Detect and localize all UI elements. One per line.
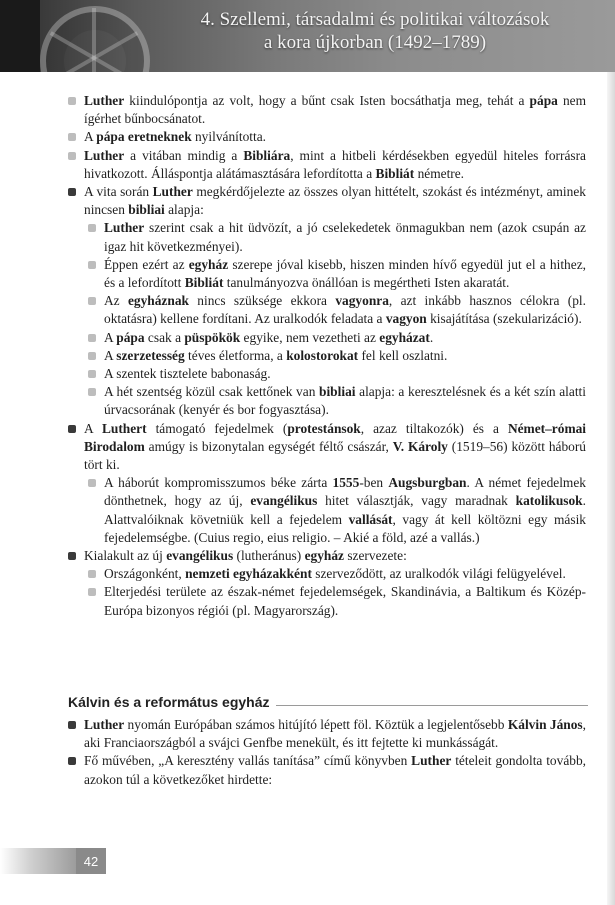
bullet-text: Kialakult az új evangélikus (lutheránus) egyház szervezete: bbox=[84, 548, 407, 564]
sub-bullet-icon bbox=[88, 370, 96, 378]
bullet-item bbox=[64, 147, 586, 183]
bullet-text: Fő művében, „A keresztény vallás tanítása” című könyvben Luther tételeit gondolta tovább, azokon túl a következőket hirdette: bbox=[84, 753, 586, 787]
bullet-text: Az egyháznak nincs szüksége ekkora vagyonra, azt inkább hasznos célokra (pl. oktatásra) kellene fordítani. Az uralkodók feladata a vagyon kisajátítása (szekularizáció). bbox=[104, 293, 586, 327]
bullet-text: Elterjedési területe az észak-német fejedelemségek, Skandinávia, a Baltikum és Közép-Európa bizonyos régiói (pl. Magyarország). bbox=[104, 584, 586, 618]
bullet-item bbox=[84, 365, 586, 383]
sub-bullet-icon bbox=[88, 297, 96, 305]
section-text bbox=[64, 716, 586, 789]
square-bullet-icon bbox=[68, 425, 76, 433]
bullet-text: A vita során Luther megkérdőjelezte az összes olyan hittételt, szokást és intézményt, aminek nincsen bibliai alapja: bbox=[84, 184, 586, 218]
bullet-item bbox=[84, 292, 586, 328]
sub-bullet-icon bbox=[68, 97, 76, 105]
header-dark-edge bbox=[0, 0, 40, 72]
footer-gradient-bar bbox=[0, 848, 76, 874]
bullet-item bbox=[84, 383, 586, 419]
bullet-text: Országonként, nemzeti egyházakként szerveződött, az uralkodók világi felügyelével. bbox=[104, 566, 566, 582]
bullet-item bbox=[84, 565, 586, 583]
square-bullet-icon bbox=[68, 721, 76, 729]
sub-bullet-icon bbox=[88, 352, 96, 360]
sub-bullet-icon bbox=[68, 133, 76, 141]
square-bullet-icon bbox=[68, 757, 76, 765]
bullet-item bbox=[64, 183, 586, 219]
bullet-item bbox=[84, 347, 586, 365]
bullet-item bbox=[64, 547, 586, 565]
sub-bullet-icon bbox=[68, 152, 76, 160]
sub-bullet-icon bbox=[88, 479, 96, 487]
bullet-text: A háborút kompromisszumos béke zárta 1555-ben Augsburgban. A német fejedelmek dönthetnek, hogy az új, evangélikus hitet választják, vagy maradnak katolikusok. Alattvalóiknak követniük kell a fejedelem vallását, vagy át kell költözni egy másik fejedelemségbe. (Cuius regio, eius religio. – Akié a föld, azé a vallás.) bbox=[104, 475, 586, 545]
page-edge bbox=[607, 72, 615, 905]
sub-bullet-icon bbox=[88, 570, 96, 578]
bullet-text: A hét szentség közül csak kettőnek van bibliai alapja: a keresztelésnek és a két szín alatti úrvacsorának (kenyér és bor fogyasztása). bbox=[104, 384, 586, 418]
bullet-text: A szentek tisztelete babonaság. bbox=[104, 366, 271, 382]
bullet-text: A pápa csak a püspökök egyike, nem vezetheti az egyházat. bbox=[104, 329, 434, 345]
square-bullet-icon bbox=[68, 552, 76, 560]
bullet-text: Luther kiindulópontja az volt, hogy a bűnt csak Isten bocsáthatja meg, tehát a pápa nem ígérhet bűnbocsánatot. bbox=[84, 93, 586, 127]
page-number: 42 bbox=[76, 848, 106, 874]
section-rule bbox=[276, 705, 588, 706]
square-bullet-icon bbox=[68, 188, 76, 196]
chapter-title-line1: 4. Szellemi, társadalmi és politikai változások bbox=[200, 9, 550, 30]
sub-bullet-icon bbox=[88, 261, 96, 269]
sub-bullet-icon bbox=[88, 588, 96, 596]
chapter-header bbox=[0, 0, 615, 72]
bullet-text: Luther nyomán Európában számos hitújító lépett föl. Köztük a legjelentősebb Kálvin János, aki Franciaországból a svájci Genfbe menekült, és itt fejtette ki munkásságát. bbox=[84, 717, 586, 751]
header-wheel-spoke bbox=[92, 8, 96, 72]
bullet-text: A Luthert támogató fejedelmek (protestánsok, azaz tiltakozók) és a Német–római Birodalom amúgy is bizonytalan egységét féltő császár, V. Károly (1519–56) között háború tört ki. bbox=[84, 420, 587, 473]
bullet-text: A pápa eretneknek nyilvánította. bbox=[84, 129, 267, 145]
bullet-item bbox=[84, 219, 586, 255]
bullet-item bbox=[64, 128, 586, 146]
bullet-item bbox=[64, 92, 586, 128]
bullet-item bbox=[64, 716, 586, 752]
bullet-item bbox=[64, 752, 586, 788]
sub-bullet-icon bbox=[88, 224, 96, 232]
bullet-text: Éppen ezért az egyház szerepe jóval kisebb, hiszen minden hívő egyedül jut el a hithez, és a lefordított Bibliát tanulmányozva önállóan is megértheti Isten akaratát. bbox=[104, 256, 586, 291]
bullet-text: A szerzetesség téves életforma, a kolostorokat fel kell oszlatni. bbox=[104, 347, 448, 363]
sub-bullet-icon bbox=[88, 334, 96, 342]
section-title: Kálvin és a református egyház bbox=[68, 694, 270, 710]
bullet-text: Luther szerint csak a hit üdvözít, a jó cselekedetek önmagukban nem (azok csupán az igaz hit következményei). bbox=[104, 220, 586, 254]
bullet-item bbox=[84, 583, 586, 619]
bullet-item bbox=[84, 329, 586, 347]
bullet-item bbox=[64, 420, 586, 475]
bullet-item bbox=[84, 474, 586, 547]
sub-bullet-icon bbox=[88, 388, 96, 396]
chapter-title-line2: a kora újkorban (1492–1789) bbox=[263, 32, 487, 53]
bullet-text: Luther a vitában mindig a Bibliára, mint a hitbeli kérdésekben egyedül hiteles forrásra hivatkozott. Álláspontja alátámasztására lefordította a Bibliát németre. bbox=[84, 147, 586, 181]
bullet-item bbox=[84, 256, 586, 292]
section-heading bbox=[68, 690, 588, 714]
main-text bbox=[64, 92, 586, 620]
chapter-title bbox=[140, 8, 610, 54]
